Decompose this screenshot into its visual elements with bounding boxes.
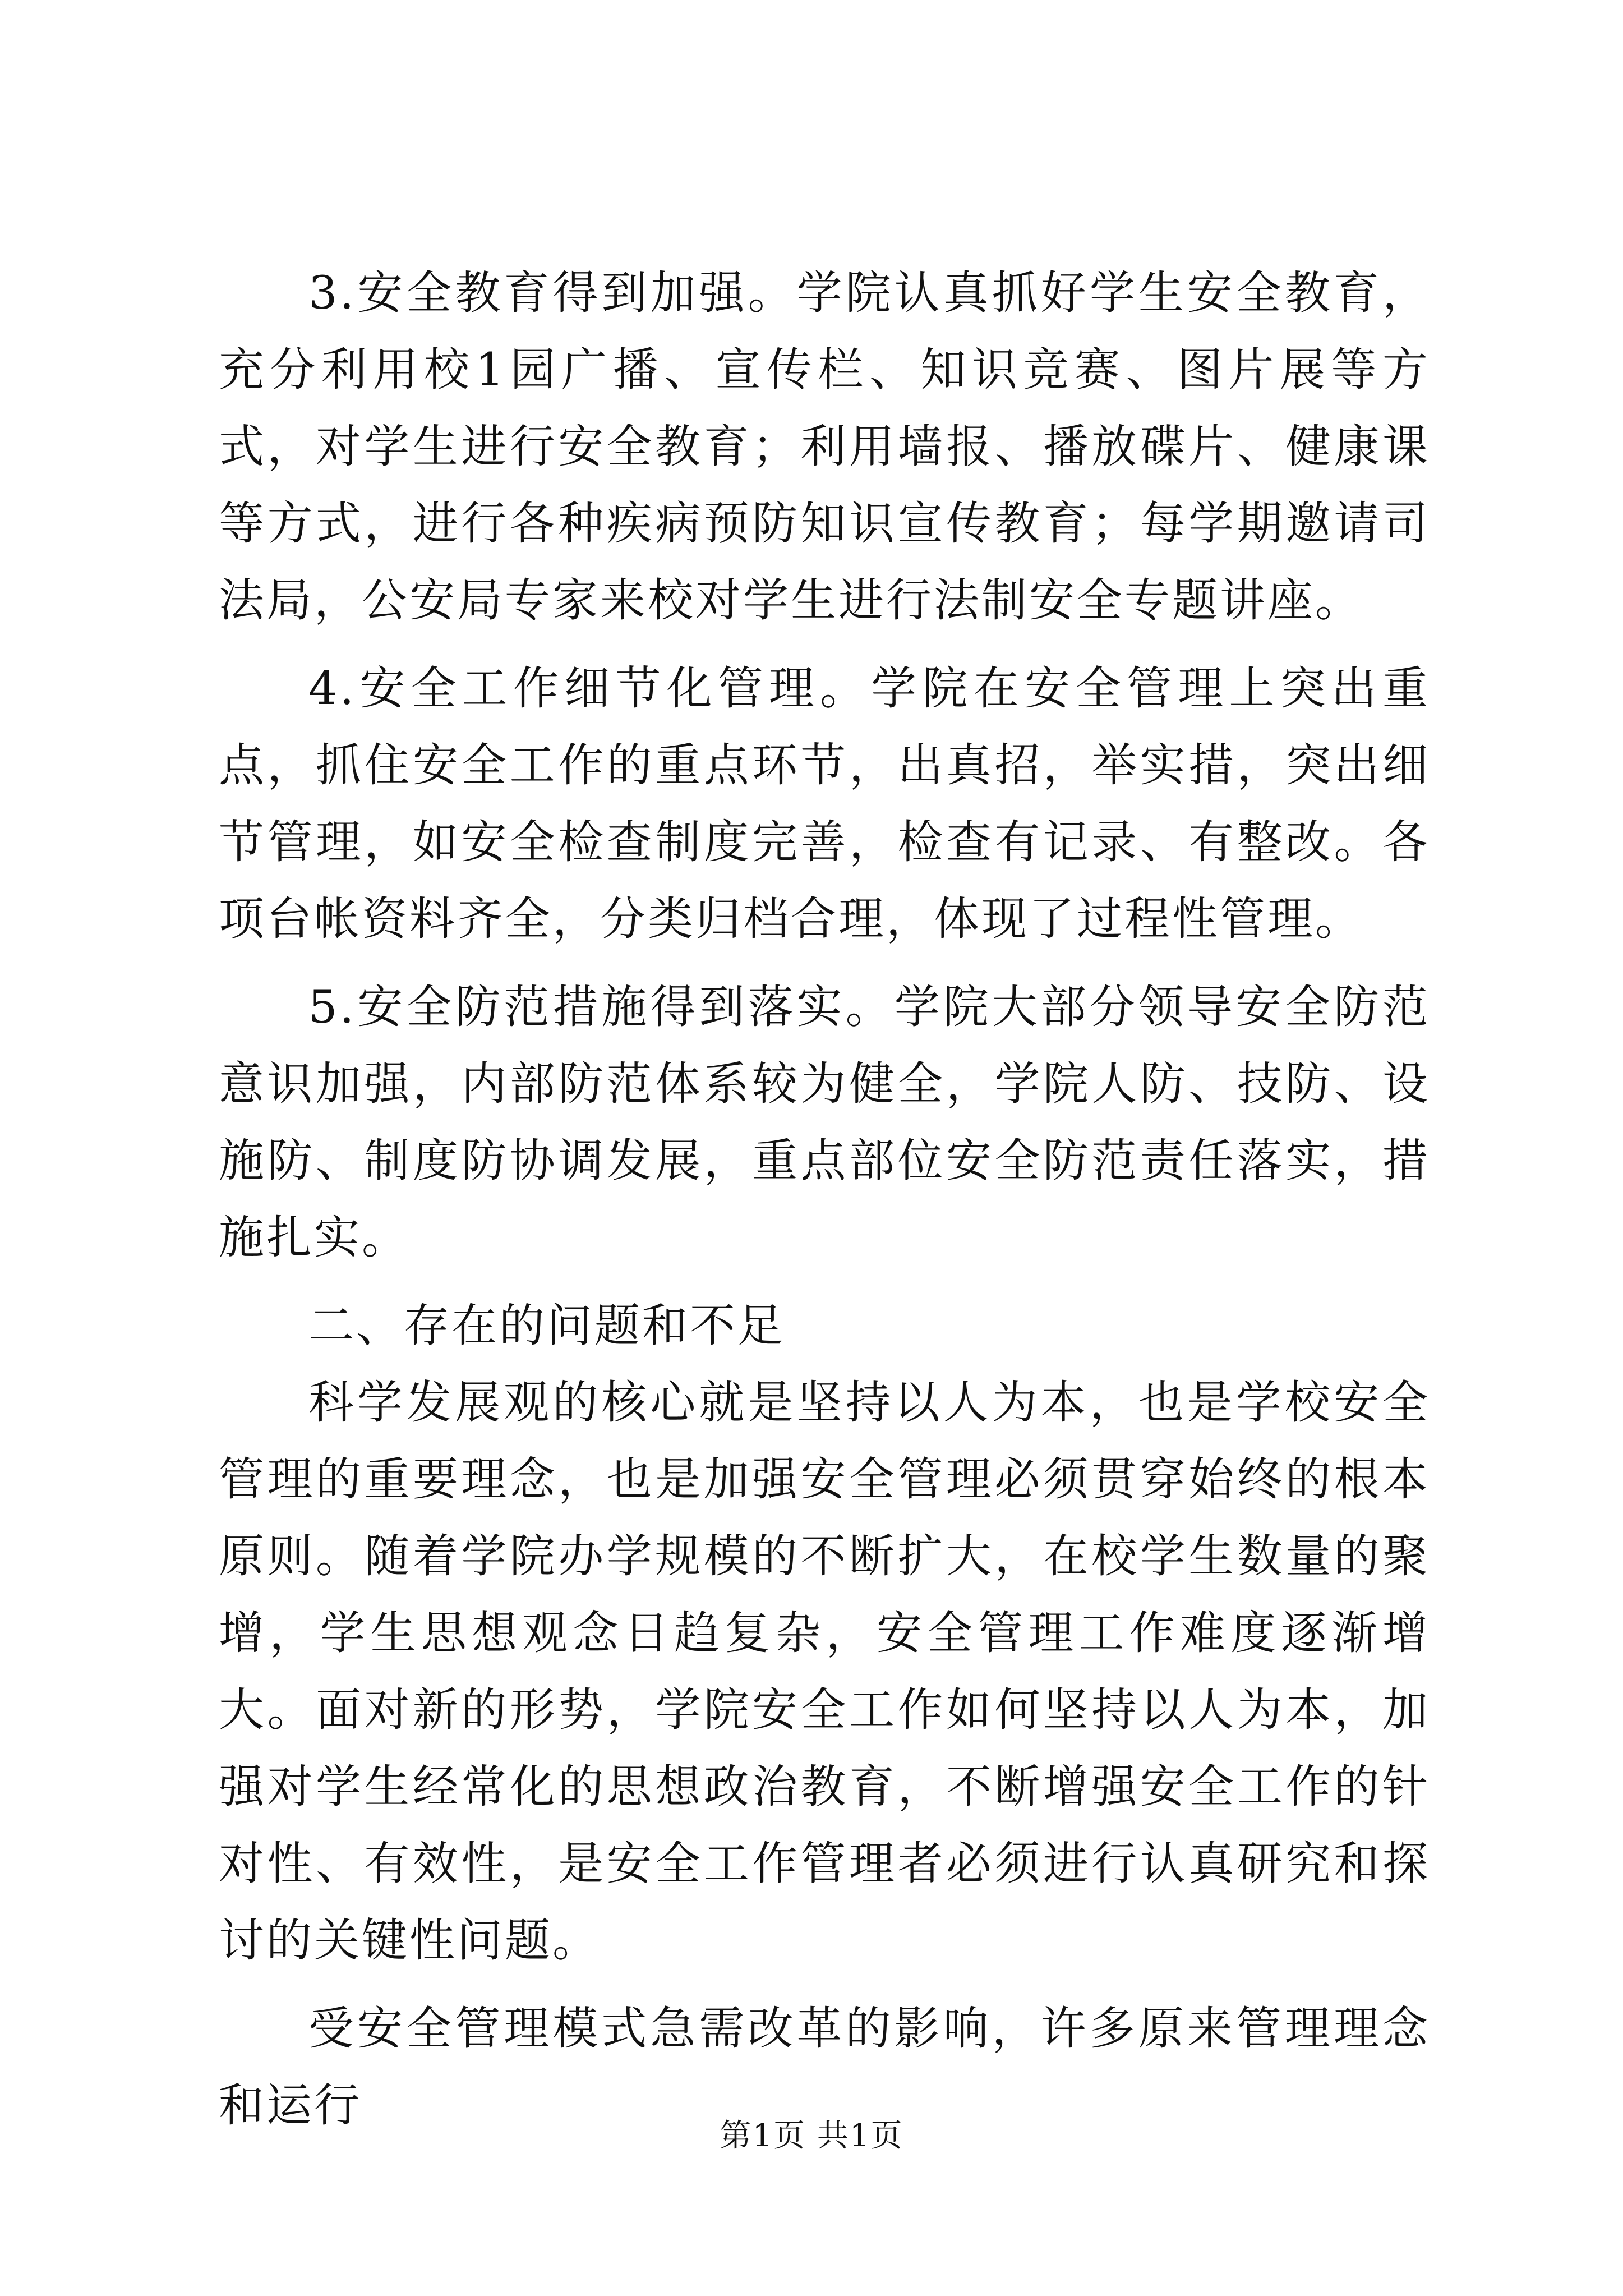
paragraph-scientific-development: 科学发展观的核心就是坚持以人为本，也是学校安全管理的重要理念，也是加强安全管理必须贯穿始终的根本原则。随着学院办学规模的不断扩大，在校学生数量的聚增，学生思想观念日趋复杂，安全管理工作难度逐渐增大。面对新的形势，学院安全工作如何坚持以人为本，加强对学生经常化的思想政治教育，不断增强安全工作的针对性、有效性，是安全工作管理者必须进行认真研究和探讨的关键性问题。	[219, 1377, 1430, 1967]
paragraph-safety-education: 3.安全教育得到加强。学院认真抓好学生安全教育，充分利用校1园广播、宣传栏、知识竞赛、图片展等方式，对学生进行安全教育；利用墙报、播放碟片、健康课等方式，进行各种疾病预防知识宣传教育；每学期邀请司法局，公安局专家来校对学生进行法制安全专题讲座。	[219, 267, 1430, 627]
paragraph-prevention-measures: 5.安全防范措施得到落实。学院大部分领导安全防范意识加强，内部防范体系较为健全，学院人防、技防、设施防、制度防协调发展，重点部位安全防范责任落实，措施扎实。	[219, 981, 1430, 1264]
page-footer: 第1页 共1页	[720, 2118, 903, 2154]
paragraph-management-reform: 受安全管理模式急需改革的影响，许多原来管理理念和运行	[219, 2003, 1430, 2132]
section-heading-problems: 二、存在的问题和不足	[308, 1300, 786, 1352]
document-body	[219, 255, 1430, 2156]
paragraph-detailed-management: 4.安全工作细节化管理。学院在安全管理上突出重点，抓住安全工作的重点环节，出真招，举实措，突出细节管理，如安全检查制度完善，检查有记录、有整改。各项台帐资料齐全，分类归档合理，体现了过程性管理。	[219, 662, 1430, 946]
